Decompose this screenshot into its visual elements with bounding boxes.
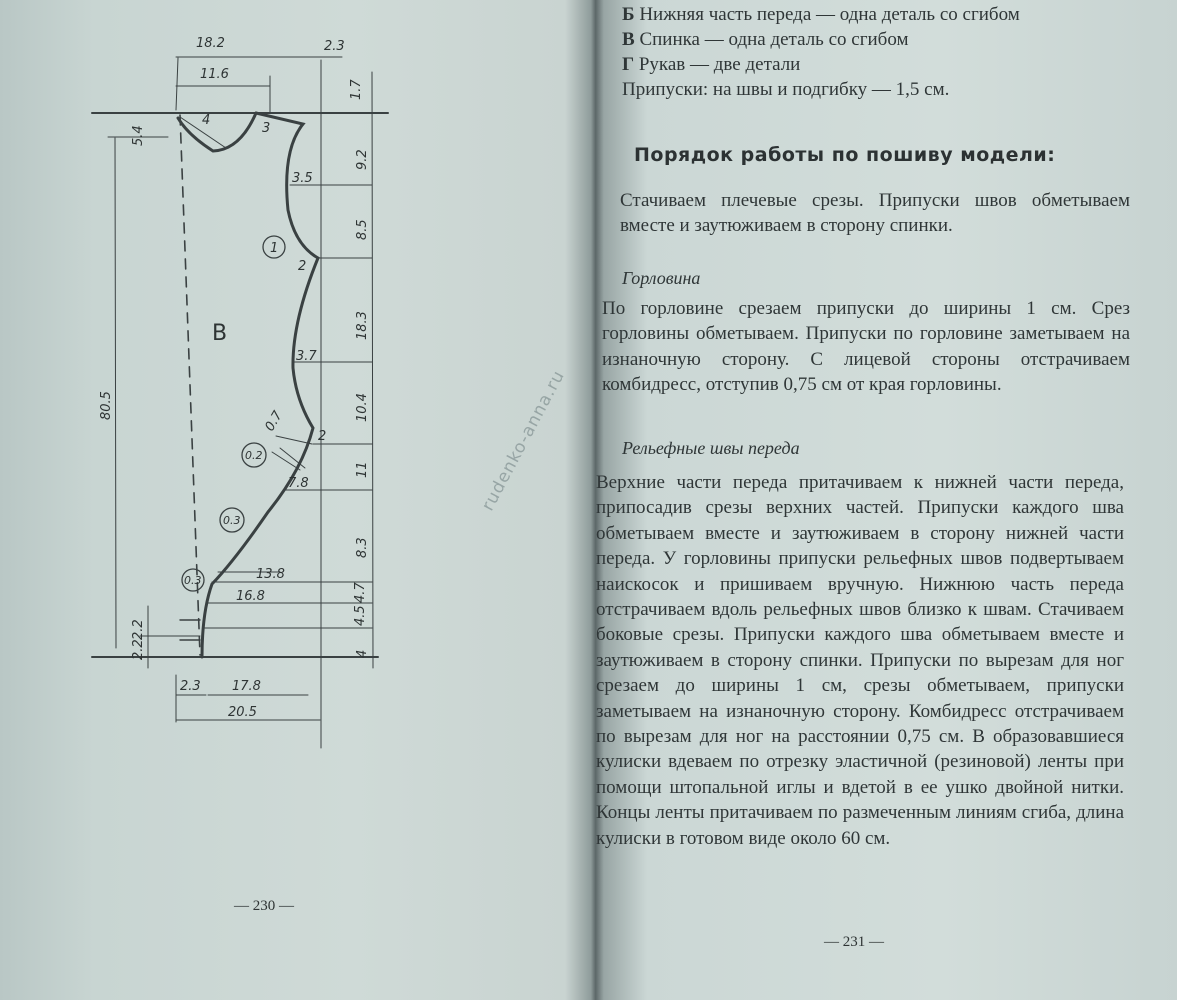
circled-mark: 0.2 bbox=[245, 449, 263, 462]
dim-label: 20.5 bbox=[228, 705, 257, 720]
left-page bbox=[0, 0, 552, 1000]
dim-label: 3.5 bbox=[292, 171, 313, 186]
right-page bbox=[556, 0, 1177, 1000]
dim-label: 18.2 bbox=[196, 36, 225, 51]
dim-label: 10.4 bbox=[355, 393, 370, 422]
dim-label: 4.5 bbox=[353, 605, 368, 626]
spec-line: В Спинка — одна деталь со сгибом bbox=[622, 29, 909, 50]
circled-mark: 0.3 bbox=[223, 514, 241, 527]
circled-mark: 1 bbox=[270, 241, 279, 256]
dim-label: 2 bbox=[318, 429, 327, 444]
page-number-right: — 231 — bbox=[824, 934, 884, 950]
spec-line: Припуски: на швы и подгибку — 1,5 см. bbox=[622, 79, 950, 100]
paragraph-neckline: По горловине срезаем припуски до ширины 1 см. Срез горловины обметываем. Припуски по горловине заметываем на изнаночную сторону. С лицевой стороны отстрачиваем комбидресс, отступив 0,75 см от края горловины. bbox=[602, 298, 1130, 395]
dim-label: 0.7 bbox=[262, 408, 286, 434]
dim-label: 16.8 bbox=[236, 589, 265, 604]
dim-label: 2.3 bbox=[180, 679, 201, 694]
dim-label: 17.8 bbox=[232, 679, 261, 694]
subheading-relief-seams: Рельефные швы переда bbox=[622, 438, 800, 458]
dim-label: 80.5 bbox=[99, 391, 114, 420]
subheading-neckline: Горловина bbox=[622, 268, 701, 288]
dim-label: 3.7 bbox=[296, 349, 317, 364]
spec-line: Б Нижняя часть переда — одна деталь со сгибом bbox=[622, 4, 1020, 25]
paragraph-relief-seams: Верхние части переда притачиваем к нижней части переда, припосадив срезы верхних частей. Припуски каждого шва обметываем вместе и заутюживаем в сторону нижней части переда. У горловины припуски рельефных швов подвертываем наискосок и пришиваем вручную. Нижнюю часть переда отстрачиваем вдоль рельефных швов близко к швам. Стачиваем боковые срезы. Припуски каждого шва обметываем вместе и заутюживаем в сторону спинки. Припуски по вырезам для ног срезаем до ширины 1 см, срезы обметываем, припуски заметываем на изнаночную сторону. Комбидресс отстрачиваем по вырезам для ног на расстоянии 0,75 см. В образовавшиеся кулиски вдеваем по отрезку эластичной (резиновой) ленты при помощи штопальной иглы и вдетой в ее ушко двойной нитки. Концы ленты притачиваем по размеченным линиям сгиба, длина кулиски в готовом виде около 60 см. bbox=[596, 472, 1124, 849]
dim-label: 1.7 bbox=[349, 79, 364, 100]
dim-label: 4 bbox=[355, 649, 370, 658]
dim-label: 18.3 bbox=[355, 311, 370, 340]
dim-label: 13.8 bbox=[256, 567, 285, 582]
dim-label: 11 bbox=[355, 461, 370, 478]
dim-label: 11.6 bbox=[200, 67, 229, 82]
piece-label: В bbox=[212, 321, 228, 346]
point-mark: 2 bbox=[298, 259, 307, 274]
page-number-left: — 230 — bbox=[234, 898, 294, 914]
dim-label: 9.2 bbox=[355, 149, 370, 170]
dim-label: 7.8 bbox=[288, 476, 309, 491]
pattern-draft bbox=[0, 0, 552, 1000]
dim-label: 4.7 bbox=[353, 582, 368, 603]
dim-label: 8.5 bbox=[355, 219, 370, 240]
section-heading: Порядок работы по пошиву модели: bbox=[634, 144, 1056, 166]
neck-mark: 4 bbox=[202, 113, 211, 128]
spec-list bbox=[622, 2, 1020, 102]
spec-line: Г Рукав — две детали bbox=[622, 54, 801, 75]
watermark: rudenko-anna.ru bbox=[478, 366, 570, 515]
dim-label: 8.3 bbox=[355, 537, 370, 558]
dim-label: 2.2 bbox=[131, 619, 146, 640]
dim-label: 5.4 bbox=[131, 125, 146, 146]
dim-label: 2.3 bbox=[324, 39, 345, 54]
dim-label: 2.2 bbox=[131, 639, 146, 660]
circled-mark: 0.3 bbox=[184, 574, 202, 587]
neck-mark: 3 bbox=[262, 121, 271, 136]
paragraph-shoulder-seams: Стачиваем плечевые срезы. Припуски швов обметываем вместе и заутюживаем в сторону спинки. bbox=[620, 190, 1130, 237]
